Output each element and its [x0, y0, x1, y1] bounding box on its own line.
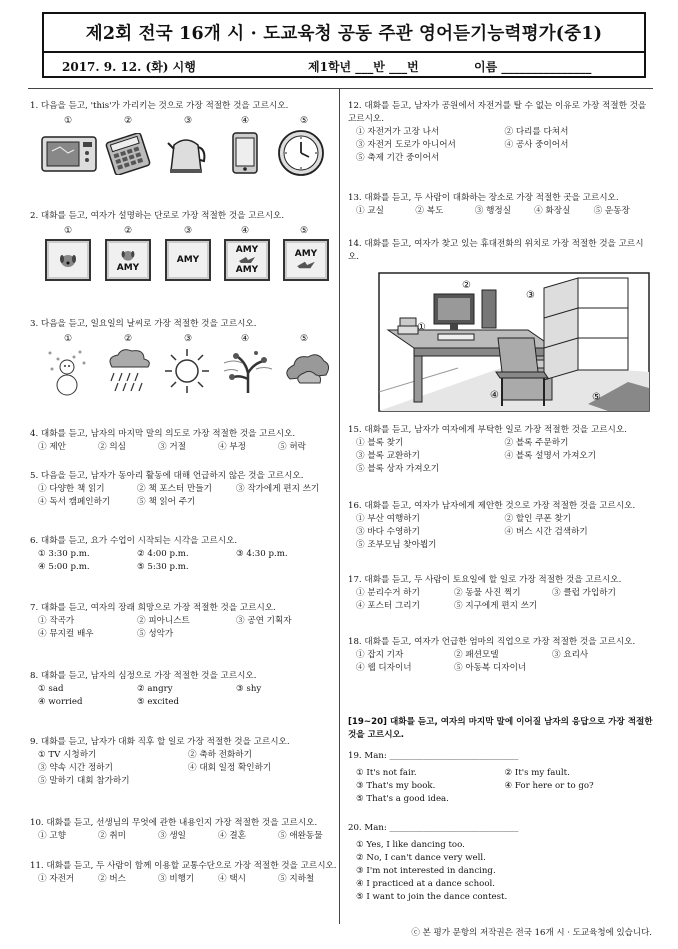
option[interactable]: ⑤ I want to join the dance contest. — [356, 892, 508, 902]
exam-title: 제2회 전국 16개 시 · 도교육청 공동 주관 영어듣기능력평가(중1) — [42, 12, 646, 52]
question-text: 2. 대화를 듣고, 여자가 설명하는 단로로 가장 적절한 것을 고르시오. — [30, 211, 285, 221]
entry-label: AMY — [235, 245, 259, 255]
smartphone-icon — [230, 131, 260, 175]
option[interactable]: ③ 공연 기획자 — [236, 616, 292, 626]
option-number[interactable]: ⑤ — [299, 226, 309, 236]
copyright-footer: ⓒ 본 평가 문항의 저작권은 전국 16개 시 · 도교육청에 있습니다. — [411, 928, 652, 938]
question-2 — [30, 210, 338, 287]
question-10 — [30, 817, 338, 843]
option[interactable]: ① 제안 — [38, 442, 66, 452]
question-text: 15. 대화를 듣고, 남자가 여자에게 부탁한 일로 가장 적절한 것을 고르시오. — [348, 425, 627, 435]
option-number[interactable]: ④ — [240, 116, 250, 126]
rain-icon — [104, 347, 154, 395]
option[interactable]: ② 4:00 p.m. — [137, 549, 189, 559]
option[interactable]: ④ 웹 디자이너 — [356, 663, 412, 673]
option[interactable]: ③ 약속 시간 정하기 — [38, 763, 113, 773]
option[interactable]: ④ 뮤지컬 배우 — [38, 629, 94, 639]
option[interactable]: ① 다양한 책 읽기 — [38, 484, 105, 494]
cloud-icon — [282, 349, 330, 393]
option[interactable]: ② 패션모델 — [454, 650, 499, 660]
question-text: 3. 다음을 듣고, 일요일의 날씨로 가장 적절한 것을 고르시오. — [30, 319, 257, 329]
question-19 — [348, 750, 653, 806]
option[interactable]: ② angry — [137, 684, 173, 694]
option[interactable]: ③ 생일 — [158, 831, 186, 841]
question-text: 7. 대화를 듣고, 여자의 장래 희망으로 가장 적절한 것을 고르시오. — [30, 603, 276, 613]
question-text: 6. 대화를 듣고, 요가 수업이 시작되는 시각을 고르시오. — [30, 536, 238, 546]
question-9 — [30, 736, 338, 788]
option[interactable]: ④ 독서 캠페인하기 — [38, 497, 111, 507]
top-divider — [28, 88, 653, 89]
exam-header — [14, 12, 664, 84]
option[interactable]: ④ worried — [38, 697, 83, 707]
option[interactable]: ⑤ 지하철 — [278, 874, 315, 884]
option[interactable]: ① 교실 — [356, 206, 384, 216]
question-17 — [348, 574, 653, 613]
question-text: 5. 다음을 듣고, 남자가 동아리 활동에 대해 언급하지 않은 것을 고르시오. — [30, 471, 304, 481]
option-number[interactable]: ② — [123, 226, 133, 236]
exam-info-bar — [42, 52, 646, 78]
column-divider — [339, 88, 340, 924]
question-text: 9. 대화를 듣고, 남자가 대화 직후 할 일로 가장 적절한 것을 고르시오. — [30, 737, 290, 747]
question-text: 18. 대화를 듣고, 여자가 언급한 엄마의 직업으로 가장 적절한 것을 고르시오. — [348, 637, 636, 647]
question-11 — [30, 860, 338, 886]
option-number[interactable]: ② — [123, 116, 133, 126]
room-label-5[interactable]: ⑤ — [592, 392, 601, 403]
option[interactable]: ④ 공사 중이어서 — [504, 140, 569, 150]
question-18 — [348, 636, 653, 675]
question-12 — [348, 100, 653, 165]
option[interactable]: ② 축하 전화하기 — [188, 750, 252, 760]
option[interactable]: ① sad — [38, 684, 64, 694]
option[interactable]: ② 블록 주문하기 — [504, 438, 569, 448]
option-number[interactable]: ④ — [240, 334, 250, 344]
question-text: 4. 대화를 듣고, 남자의 마지막 말의 의도로 가장 적절한 것을 고르시오. — [30, 429, 296, 439]
option[interactable]: ③ 클럽 가입하기 — [552, 588, 616, 598]
option-number[interactable]: ③ — [183, 226, 193, 236]
option[interactable]: ② 다리를 다쳐서 — [504, 127, 569, 137]
option[interactable]: ③ 작가에게 편지 쓰기 — [236, 484, 320, 494]
option[interactable]: ④ 블록 설명서 가져오기 — [504, 451, 597, 461]
room-label-2[interactable]: ② — [462, 280, 471, 291]
option[interactable]: ② 책 포스터 만들기 — [137, 484, 212, 494]
question-16 — [348, 500, 653, 552]
option[interactable]: ③ 자전거 도로가 아니어서 — [356, 140, 456, 150]
option[interactable]: ⑤ 축제 기간 중이어서 — [356, 153, 440, 163]
option[interactable]: ④ 결혼 — [218, 831, 246, 841]
option-number[interactable]: ① — [63, 116, 73, 126]
entry-card-5[interactable] — [283, 239, 329, 281]
option[interactable]: ⑤ 애완동물 — [278, 831, 323, 841]
option[interactable]: ③ shy — [236, 684, 262, 694]
question-3 — [30, 318, 338, 399]
question-text: 8. 대화를 듣고, 남자의 심정으로 가장 적절한 것을 고르시오. — [30, 671, 257, 681]
entry-label: AMY — [176, 255, 200, 265]
option[interactable]: ② No, I can't dance very well. — [356, 853, 486, 863]
option[interactable]: ③ 요리사 — [552, 650, 589, 660]
kettle-icon — [164, 131, 208, 175]
option[interactable]: ④ 포스터 그리기 — [356, 601, 420, 611]
option[interactable]: ⑤ 운동장 — [593, 206, 630, 216]
question-text: 10. 대화를 듣고, 선생님의 무엇에 관한 내용인지 가장 적절한 것을 고르시오. — [30, 818, 318, 828]
question-14 — [348, 238, 653, 403]
exam-date: 2017. 9. 12. (화) 시행 — [62, 60, 196, 74]
option[interactable]: ① 자전거 — [38, 874, 75, 884]
option-number[interactable]: ④ — [240, 226, 250, 236]
option[interactable]: ④ 버스 시간 검색하기 — [504, 527, 588, 537]
question-13 — [348, 192, 653, 218]
room-illustration — [378, 272, 650, 412]
question-text: 16. 대화를 듣고, 여자가 남자에게 제안한 것으로 가장 적절한 것을 고르시오. — [348, 501, 636, 511]
option[interactable]: ⑤ 지구에게 편지 쓰기 — [454, 601, 538, 611]
option[interactable]: ③ 블록 교환하기 — [356, 451, 420, 461]
option[interactable]: ⑤ 5:30 p.m. — [137, 562, 189, 572]
option[interactable]: ④ 택시 — [218, 874, 246, 884]
question-1 — [30, 100, 338, 177]
grade-class-number: 제1학년 ___반 ___번 — [308, 60, 419, 74]
option[interactable]: ④ For here or to go? — [504, 781, 594, 791]
option[interactable]: ③ 거절 — [158, 442, 186, 452]
room-label-4[interactable]: ④ — [490, 390, 499, 401]
option[interactable]: ⑤ 책 읽어 주기 — [137, 497, 196, 507]
question-7 — [30, 602, 338, 641]
option[interactable]: ③ 행정실 — [474, 206, 512, 216]
room-label-1[interactable]: ① — [417, 322, 426, 333]
question-6 — [30, 535, 338, 574]
question-text: 12. 대화를 듣고, 남자가 공원에서 자전거를 탈 수 없는 이유로 가장 적절한 것을 고르시오. — [348, 101, 647, 124]
option[interactable]: ⑤ excited — [137, 697, 179, 707]
question-text: 17. 대화를 듣고, 두 사람이 토요일에 할 일로 가장 적절한 것을 고르시오. — [348, 575, 622, 585]
option[interactable]: ① 분리수거 하기 — [356, 588, 420, 598]
student-name-field[interactable]: 이름 _______________ — [474, 60, 592, 74]
option[interactable]: ② 동물 사진 찍기 — [454, 588, 521, 598]
dog-icon — [118, 247, 138, 263]
option[interactable]: ② 복도 — [415, 206, 444, 216]
option[interactable]: ① Yes, I like dancing too. — [356, 840, 465, 850]
option[interactable]: ③ I'm not interested in dancing. — [356, 866, 496, 876]
option[interactable]: ② 취미 — [98, 831, 126, 841]
option[interactable]: ② 할인 쿠폰 찾기 — [504, 514, 572, 524]
question-text: 11. 대화를 듣고, 두 사람이 함께 이용할 교통수단으로 가장 적절한 것을 고르시오. — [30, 861, 337, 871]
option[interactable]: ① 부산 여행하기 — [356, 514, 420, 524]
option[interactable]: ① 고향 — [38, 831, 66, 841]
option-number[interactable]: ③ — [183, 334, 193, 344]
option[interactable]: ③ 바다 수영하기 — [356, 527, 420, 537]
option[interactable]: ④ 5:00 p.m. — [38, 562, 90, 572]
option[interactable]: ④ 대회 일정 확인하기 — [188, 763, 272, 773]
question-5 — [30, 470, 338, 509]
calculator-icon — [102, 133, 154, 175]
option[interactable]: ② 의심 — [98, 442, 126, 452]
option-number[interactable]: ⑤ — [299, 334, 309, 344]
option[interactable]: ② It's my fault. — [504, 768, 570, 778]
option[interactable]: ③ 4:30 p.m. — [236, 549, 288, 559]
option[interactable]: ⑤ 아동복 디자이너 — [454, 663, 527, 673]
question-stem[interactable]: 19. Man: ______________________________ — [348, 751, 519, 761]
entry-card-2[interactable] — [105, 239, 151, 281]
option[interactable]: ⑤ 조부모님 찾아뵙기 — [356, 540, 437, 550]
bird-icon — [237, 255, 257, 265]
option[interactable]: ① 잡지 기자 — [356, 650, 404, 660]
entry-label: AMY — [116, 263, 140, 273]
question-stem[interactable]: 20. Man: ______________________________ — [348, 823, 519, 833]
option-number[interactable]: ③ — [183, 116, 193, 126]
option[interactable]: ① 작곡가 — [38, 616, 75, 626]
option[interactable]: ⑤ That's a good idea. — [356, 794, 449, 804]
option[interactable]: ① 3:30 p.m. — [38, 549, 90, 559]
question-text: 13. 대화를 듣고, 두 사람이 대화하는 장소로 가장 적절한 곳을 고르시오. — [348, 193, 619, 203]
question-4 — [30, 428, 338, 454]
option[interactable]: ⑤ 말하기 대회 참가하기 — [38, 776, 130, 786]
option[interactable]: ① It's not fair. — [356, 768, 417, 778]
option[interactable]: ④ I practiced at a dance school. — [356, 879, 495, 889]
dog-icon — [57, 250, 79, 270]
question-8 — [30, 670, 338, 709]
option[interactable]: ⑤ 허락 — [278, 442, 306, 452]
option-number[interactable]: ① — [63, 226, 73, 236]
option[interactable]: ① TV 시청하기 — [38, 750, 97, 760]
snowman-icon — [44, 347, 90, 397]
option[interactable]: ④ 부정 — [218, 442, 246, 452]
entry-label: AMY — [235, 265, 259, 275]
question-text: 14. 대화를 듣고, 여자가 찾고 있는 휴대전화의 위치로 가장 적절한 것을 고르시오. — [348, 239, 644, 262]
option[interactable]: ⑤ 블록 상자 가져오기 — [356, 464, 440, 474]
room-label-3[interactable]: ③ — [526, 290, 535, 301]
option[interactable]: ④ 화장실 — [534, 206, 571, 216]
bird-icon — [295, 259, 317, 271]
question-text: 1. 다음을 듣고, 'this'가 가리키는 것으로 가장 적절한 것을 고르시오. — [30, 101, 289, 111]
entry-card-3[interactable] — [165, 239, 211, 281]
option[interactable]: ② 버스 — [98, 874, 126, 884]
option[interactable]: ① 자전거가 고장 나서 — [356, 127, 440, 137]
option[interactable]: ③ 비행기 — [158, 874, 195, 884]
sun-icon — [164, 347, 210, 395]
option-number[interactable]: ① — [63, 334, 73, 344]
option-number[interactable]: ② — [123, 334, 133, 344]
option[interactable]: ③ That's my book. — [356, 781, 436, 791]
option[interactable]: ① 블록 찾기 — [356, 438, 404, 448]
group-instruction: [19~20] 대화를 듣고, 여자의 마지막 말에 이어질 남자의 응답으로 가장 적절한 것을 고르시오. — [348, 717, 653, 740]
microwave-icon — [40, 133, 98, 175]
entry-card-4[interactable] — [224, 239, 270, 281]
clock-icon — [276, 129, 326, 177]
option[interactable]: ② 피아니스트 — [137, 616, 190, 626]
question-15 — [348, 424, 653, 476]
entry-label: AMY — [294, 249, 318, 259]
wind-icon — [222, 347, 274, 395]
option-number[interactable]: ⑤ — [299, 116, 309, 126]
question-group-19-20 — [348, 716, 653, 904]
entry-card-1[interactable] — [45, 239, 91, 281]
question-20 — [348, 822, 653, 904]
option[interactable]: ⑤ 성악가 — [137, 629, 174, 639]
